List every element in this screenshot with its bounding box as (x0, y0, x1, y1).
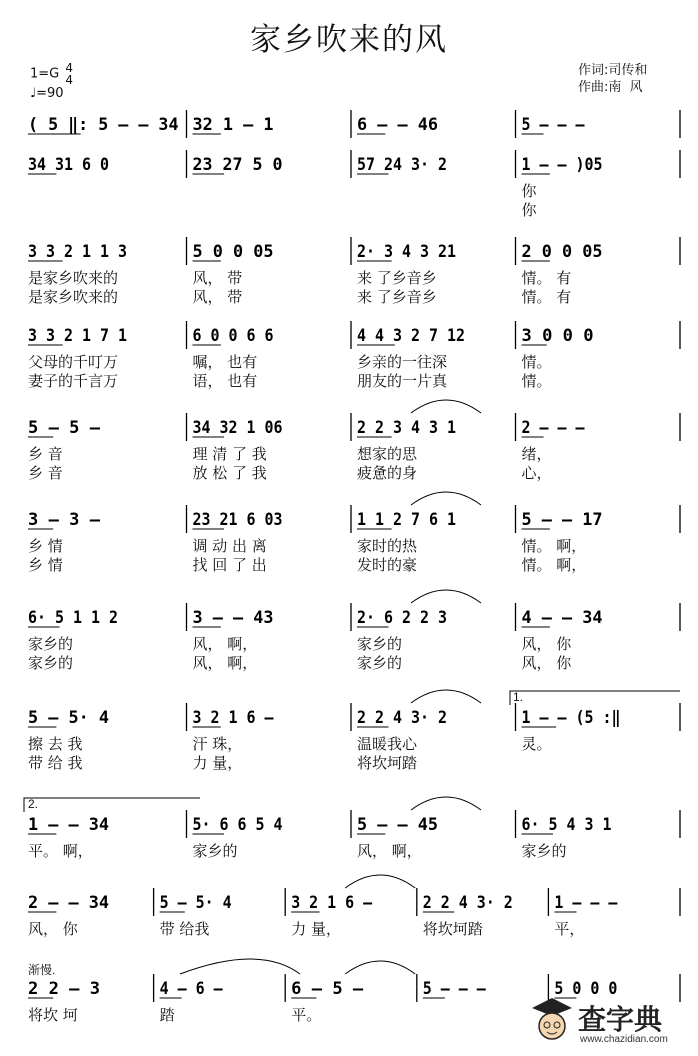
measure-notes: 2 – – – (521, 418, 586, 438)
lyric-text: 风， 你 (521, 654, 572, 672)
measure-notes: 5 – 5· 4 (28, 708, 109, 728)
lyric-text: 嘱， 也有 (192, 353, 258, 371)
measure-notes: 3 3 2 1 1 3 (28, 242, 127, 262)
lyric-text: 乡亲的一往深 (357, 353, 448, 371)
lyric-text: 理 清 了 我 (192, 445, 267, 463)
lyric-text: 家乡的 (521, 842, 567, 860)
measure-notes: 2 2 3 4 3 1 (357, 418, 456, 438)
measure-notes: 3 0 0 0 (521, 326, 594, 346)
lyric-text: 家时的热 (357, 537, 418, 555)
measure-notes: 5 – 5· 4 (159, 893, 232, 913)
measure-notes: 5 – 5 – (28, 418, 101, 438)
measure-notes: 6 – – 46 (357, 115, 438, 135)
lyricist: 作词:司传和 (578, 63, 648, 78)
lyric-text: 将坎坷踏 (422, 920, 483, 938)
lyric-text: 力 量， (192, 754, 243, 772)
lyric-text: 将坎 坷 (28, 1006, 78, 1024)
lyric-text: 将坎坷踏 (357, 754, 418, 772)
lyric-text: 放 松 了 我 (192, 464, 267, 482)
song-title: 家乡吹来的风 (250, 22, 448, 58)
lyric-text: 家乡的 (357, 654, 403, 672)
lyric-text: 心， (521, 464, 552, 482)
measure-notes: 32 1 – 1 (192, 115, 274, 135)
lyric-text: 来 了乡音乡 (357, 269, 437, 287)
key-signature: 1=G (30, 66, 60, 82)
lyric-text: 乡 音 (28, 445, 63, 463)
time-signature-bottom: 4 (65, 73, 74, 87)
measure-notes: 2 2 4 3· 2 (422, 893, 513, 913)
lyric-text: 情。 (521, 353, 552, 371)
measure-notes: 2 – – 34 (28, 893, 109, 913)
lyric-text: 风， 啊， (192, 654, 258, 672)
lyric-text: 踏 (159, 1006, 175, 1024)
lyric-text: 温暖我心 (357, 735, 418, 753)
logo-url: www.chazidian.com (580, 1034, 668, 1045)
measure-notes: 3 – 3 – (28, 510, 101, 530)
lyric-text: 乡 音 (28, 464, 63, 482)
volta-1-bracket (510, 691, 680, 705)
lyric-text: 情。 有 (521, 288, 572, 306)
slur (411, 492, 481, 505)
lyric-text: 家乡的 (28, 635, 74, 653)
composer: 作曲:南 风 (578, 80, 643, 95)
lyric-text: 情。 啊， (521, 556, 587, 574)
expression-marking: 渐慢. (28, 963, 56, 977)
measure-notes: 3 2 1 6 – (192, 708, 275, 728)
measure-notes: 3 2 1 6 – (291, 893, 373, 913)
measure-notes: 1 – – 34 (28, 815, 109, 835)
lyric-text: 风， 你 (521, 635, 572, 653)
lyric-text: 乡 情 (28, 556, 63, 574)
volta-2-label: 2. (28, 797, 39, 811)
lyric-text: 带 给我 (159, 920, 210, 938)
scholar-mascot-icon (530, 996, 574, 1046)
measure-notes: 6· 5 4 3 1 (521, 815, 612, 835)
measure-notes: 4 – – 34 (521, 608, 603, 628)
measure-notes: 6 – 5 – (291, 979, 364, 999)
measure-notes: 1 1 2 7 6 1 (357, 510, 456, 530)
lyric-text: 调 动 出 离 (192, 537, 267, 555)
lyric-text: 家乡的 (357, 635, 403, 653)
lyric-text: 你 (521, 182, 537, 200)
lyric-text: 平， (554, 920, 585, 938)
measure-notes: 2 0 0 05 (521, 242, 603, 262)
lyric-text: 妻子的千言万 (28, 372, 119, 390)
measure-notes: 4 – 6 – (159, 979, 224, 999)
measure-notes: 57 24 3· 2 (357, 155, 447, 175)
measure-notes: 23 21 6 03 (192, 510, 283, 530)
slur (411, 690, 481, 703)
tempo-marking: =90 (36, 86, 64, 101)
lyric-text: 情。 有 (521, 269, 572, 287)
lyric-text: 找 回 了 出 (192, 556, 267, 574)
lyric-text: 带 给 我 (28, 754, 83, 772)
measure-notes: 6 0 0 6 6 (192, 326, 274, 346)
lyric-text: 家乡的 (28, 654, 74, 672)
lyric-text: 是家乡吹来的 (28, 269, 119, 287)
measure-notes: 1 – – – (554, 893, 619, 913)
slur (345, 875, 415, 888)
lyric-text: 父母的千叮万 (28, 353, 119, 371)
lyric-text: 风， 带 (192, 288, 243, 306)
measure-notes: 6· 5 1 1 2 (28, 608, 118, 628)
measure-notes: 34 31 6 0 (28, 155, 109, 175)
measure-notes: 5 – – – (422, 979, 487, 999)
time-signature-top: 4 (65, 61, 74, 75)
slur (411, 400, 481, 413)
lyric-text: 是家乡吹来的 (28, 288, 119, 306)
measure-notes: 34 32 1 06 (192, 418, 283, 438)
measure-notes: 23 27 5 0 (192, 155, 283, 175)
lyric-text: 风， 啊， (357, 842, 422, 860)
lyric-text: 力 量， (291, 920, 341, 938)
lyric-text: 平。 (291, 1006, 322, 1024)
slur (180, 959, 300, 974)
measure-notes: 2· 3 4 3 21 (357, 242, 456, 262)
lyric-text: 风， 你 (28, 920, 78, 938)
lyric-text: 风， 带 (192, 269, 243, 287)
measure-notes: 1 – – (5 :‖ (521, 708, 621, 728)
measure-notes: 2 2 – 3 (28, 979, 100, 999)
measure-notes: 5 – – 45 (357, 815, 438, 835)
site-logo (530, 994, 690, 1052)
lyric-text: 汗 珠， (192, 735, 243, 753)
measure-notes: 3 3 2 1 7 1 (28, 326, 127, 346)
lyric-text: 擦 去 我 (28, 735, 83, 753)
measure-notes: 4 4 3 2 7 12 (357, 326, 465, 346)
measure-notes: ( 5 ‖: 5 – – 34 (28, 115, 179, 135)
measure-notes: 5 – – – (521, 115, 586, 135)
lyric-text: 情。 (521, 372, 552, 390)
volta-2-bracket (24, 798, 200, 812)
lyric-text: 语， 也有 (192, 372, 258, 390)
lyric-text: 来 了乡音乡 (357, 288, 437, 306)
lyric-text: 你 (521, 201, 537, 219)
slur (411, 797, 481, 810)
measure-notes: 5 0 0 0 (554, 979, 618, 999)
measure-notes: 3 – – 43 (192, 608, 274, 628)
lyric-text: 想家的思 (357, 445, 418, 463)
slur (411, 590, 481, 603)
lyric-text: 平。 啊， (28, 842, 93, 860)
lyric-text: 疲惫的身 (357, 464, 418, 482)
lyric-text: 灵。 (521, 735, 552, 753)
lyric-text: 风， 啊， (192, 635, 258, 653)
lyric-text: 发时的豪 (357, 556, 418, 574)
measure-notes: 5 – – 17 (521, 510, 603, 530)
measure-notes: 2 2 4 3· 2 (357, 708, 447, 728)
measure-notes: 2· 6 2 2 3 (357, 608, 447, 628)
slur (345, 961, 415, 974)
lyric-text: 家乡的 (192, 842, 238, 860)
lyric-text: 乡 情 (28, 537, 63, 555)
logo-brand: 查字典 (578, 1003, 663, 1036)
measure-notes: 5 0 0 05 (192, 242, 274, 262)
lyric-text: 绪， (521, 445, 552, 463)
volta-1-label: 1. (513, 690, 524, 704)
measure-notes: 1 – – )05 (521, 155, 603, 175)
lyric-text: 朋友的一片真 (357, 372, 448, 390)
quarter-note-icon: ♩ (30, 86, 37, 101)
measure-notes: 5· 6 6 5 4 (192, 815, 283, 835)
lyric-text: 情。 啊， (521, 537, 587, 555)
